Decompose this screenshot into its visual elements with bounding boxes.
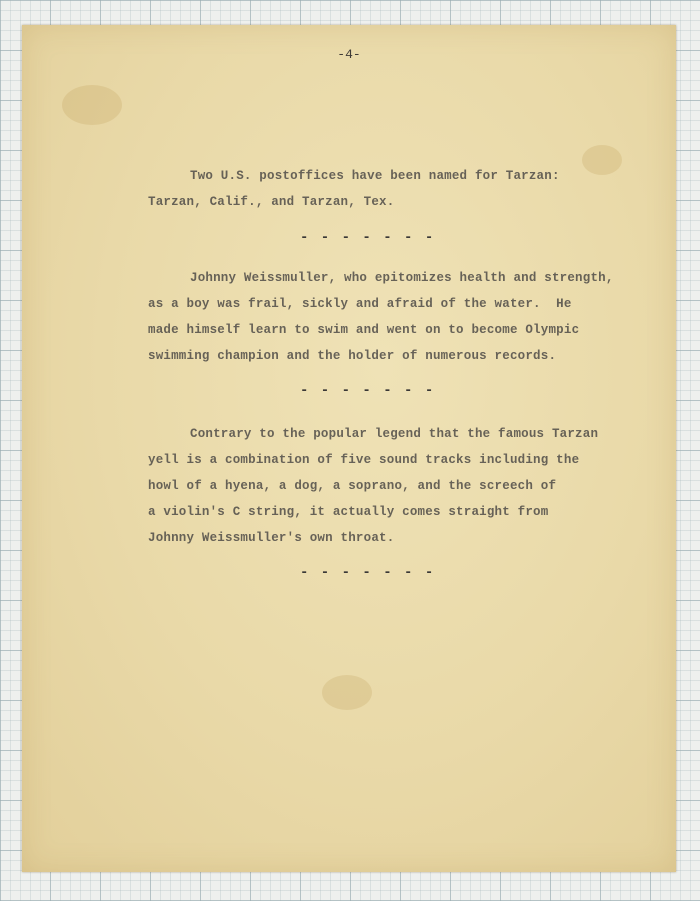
stain: [62, 85, 122, 125]
typewritten-page: [22, 25, 676, 872]
paragraph-3-line-4: a violin's C string, it actually comes straight from: [148, 505, 549, 519]
stain: [322, 675, 372, 710]
separator-1: - - - - - - -: [300, 230, 436, 246]
page-number: -4-: [337, 47, 361, 62]
stain: [582, 145, 622, 175]
separator-2: - - - - - - -: [300, 383, 436, 399]
paragraph-3-line-3: howl of a hyena, a dog, a soprano, and the screech of: [148, 479, 557, 493]
paragraph-1-line-2: Tarzan, Calif., and Tarzan, Tex.: [148, 195, 395, 209]
paragraph-3-line-1: Contrary to the popular legend that the famous Tarzan: [190, 427, 599, 441]
paragraph-2-line-4: swimming champion and the holder of numerous records.: [148, 349, 557, 363]
paragraph-3-line-2: yell is a combination of five sound tracks including the: [148, 453, 580, 467]
separator-3: - - - - - - -: [300, 565, 436, 581]
paragraph-2-line-1: Johnny Weissmuller, who epitomizes health and strength,: [190, 271, 614, 285]
paragraph-2-line-3: made himself learn to swim and went on to become Olympic: [148, 323, 580, 337]
paragraph-1-line-1: Two U.S. postoffices have been named for Tarzan:: [190, 169, 560, 183]
paragraph-2-line-2: as a boy was frail, sickly and afraid of the water. He: [148, 297, 572, 311]
paragraph-3-line-5: Johnny Weissmuller's own throat.: [148, 531, 395, 545]
